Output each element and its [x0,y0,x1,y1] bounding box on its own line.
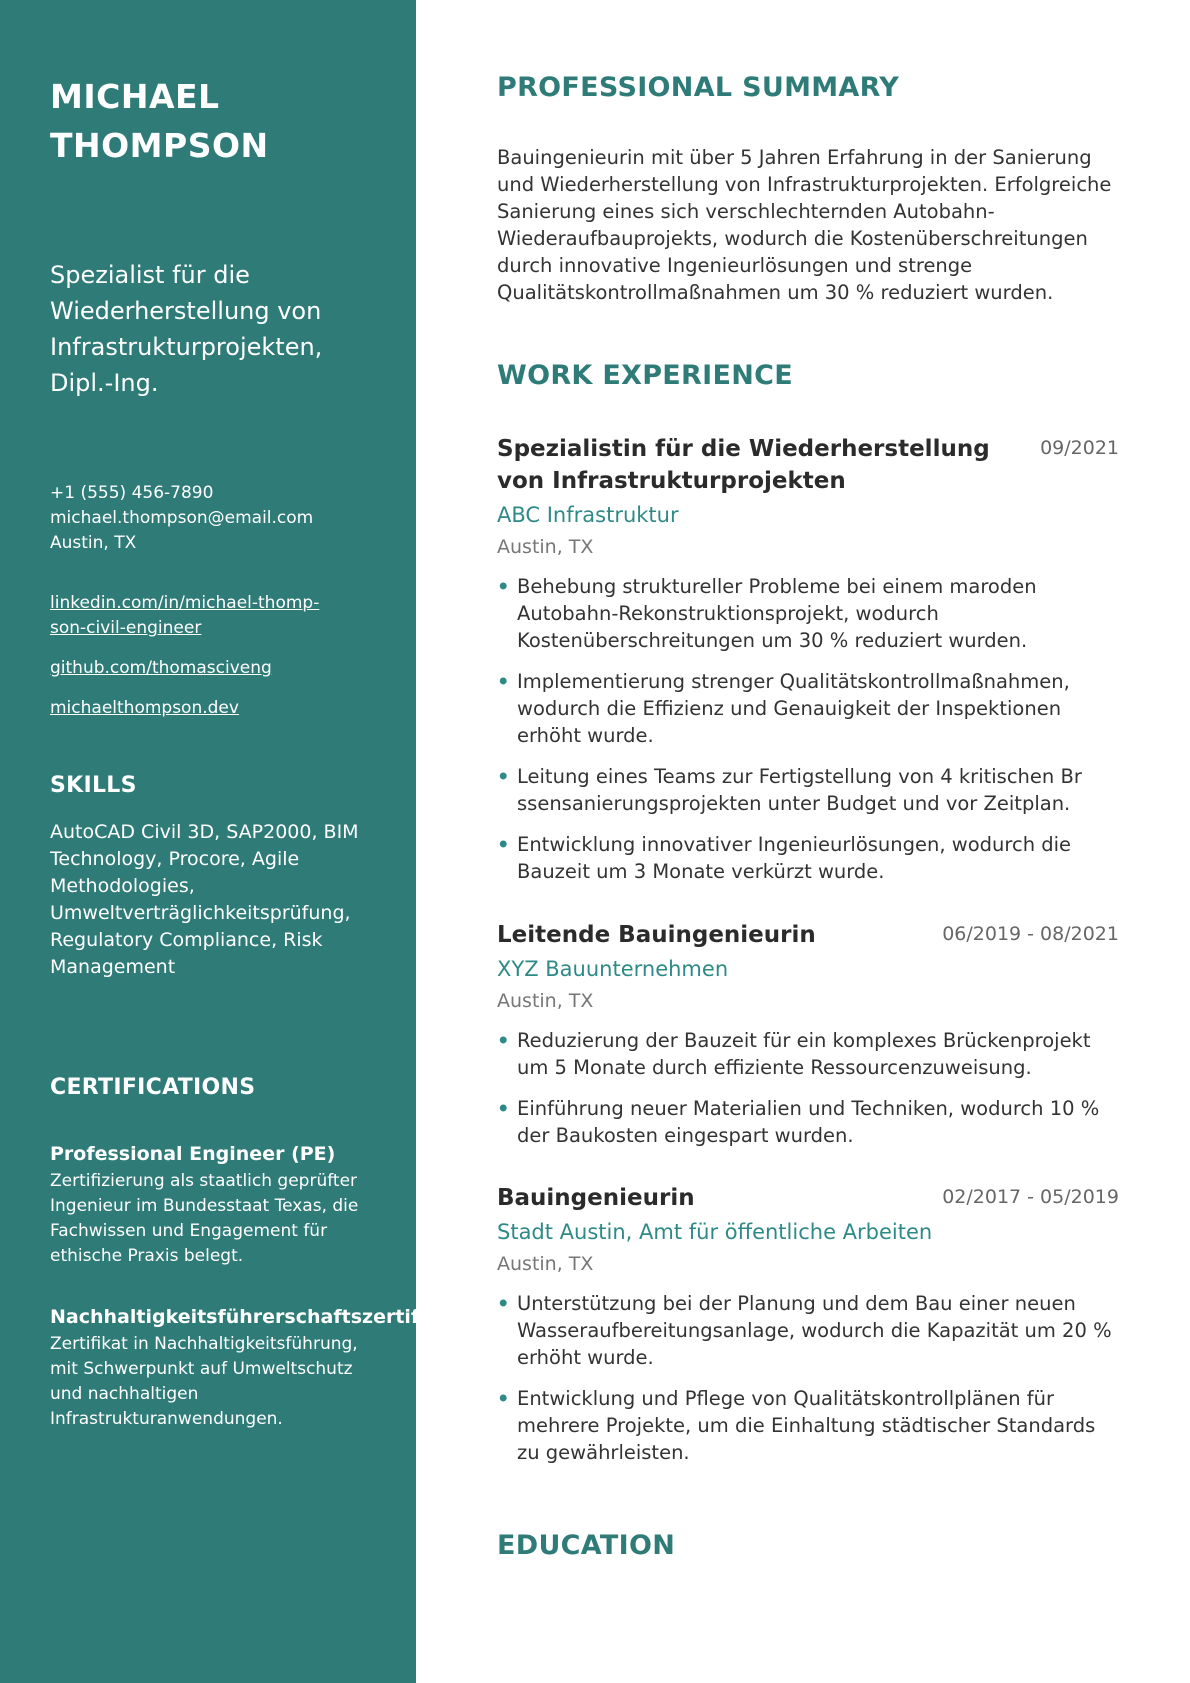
bullet-text: Unterstützung bei der Planung und dem Bau einer neuen Wasseraufbereitungsanlage, wodurch die Kapazität um 20 % erhöht wurde. [517,1292,1112,1369]
bullet-text: Entwicklung und Pflege von Qualitätskontrollplänen für mehrere Projekte, um die Einhaltung städtischer Standards zu gewährleisten. [517,1387,1096,1464]
candidate-name [50,72,420,170]
job-title: Spezialistin für die Wiederherstellung von Infrastrukturprojekten [497,436,990,494]
list-item [497,1095,1119,1149]
contact-info [50,481,420,556]
job-company: Stadt Austin, Amt für öffentliche Arbeiten [497,1220,933,1244]
certification-description: Zertifikat in Nachhaltigkeitsführung, mit Schwerpunkt auf Umweltschutz und nachhaltigen Infrastrukturanwendungen. [50,1334,358,1429]
summary-heading: PROFESSIONAL SUMMARY [497,72,900,103]
certification-item [50,1139,380,1269]
bullet-icon: • [497,575,510,598]
bullet-text: Behebung struktureller Probleme bei einem maroden Autobahn-Rekonstruktionsprojekt, wodurch Kostenüberschreitungen um 30 % reduziert wurden. [517,575,1037,652]
bullet-text: Implementierung strenger Qualitätskontrollmaßnahmen, wodurch die Effizienz und Genauigkeit der Inspektionen erhöht wurde. [517,670,1070,747]
professional-tagline: Spezialist für die Wiederherstellung von Infrastrukturprojekten, Dipl.-Ing. [50,261,323,397]
bullet-icon: • [497,1387,510,1410]
certification-title: Nachhaltigkeitsführerschaftszertifikat [50,1306,460,1328]
bullet-text: Einführung neuer Materialien und Techniken, wodurch 10 % der Baukosten eingespart wurden. [517,1097,1100,1147]
bullet-text: Entwicklung innovativer Ingenieurlösungen, wodurch die Bauzeit um 3 Monate verkürzt wurde. [517,833,1072,883]
skills-list: AutoCAD Civil 3D, SAP2000, BIM Technology, Procore, Agile Methodologies, Umweltverträglichkeitsprüfung, Regulatory Compliance, Risk Management [50,821,359,978]
list-item [497,1290,1119,1371]
bullet-text: Reduzierung der Bauzeit für ein komplexes Brückenprojekt um 5 Monate durch effiziente Ressourcenzuweisung. [517,1029,1091,1079]
job-date: 06/2019 - 08/2021 [942,923,1119,945]
linkedin-link[interactable]: linkedin.com/in/michael-thomp-son-civil-engineer [50,593,320,638]
certifications-heading: CERTIFICATIONS [50,1075,256,1100]
sidebar [0,0,460,1683]
certification-description: Zertifizierung als staatlich geprüfter Ingenieur im Bundesstaat Texas, die Fachwissen und Engagement für ethische Praxis belegt. [50,1171,359,1266]
name-first: MICHAEL [50,77,220,116]
list-item [497,831,1119,885]
job-bullets [497,573,1119,885]
job-bullets [497,1290,1119,1466]
job-location: Austin, TX [497,536,594,558]
bullet-icon: • [497,833,510,856]
bullet-icon: • [497,1097,510,1120]
education-heading: EDUCATION [497,1530,676,1561]
phone-number: +1 (555) 456-7890 [50,483,214,503]
email-address: michael.thompson@email.com [50,508,314,528]
job-entry [497,1182,1119,1480]
bullet-icon: • [497,765,510,788]
job-title: Bauingenieurin [497,1185,695,1211]
bullet-icon: • [497,1292,510,1315]
list-item [497,763,1119,817]
job-location: Austin, TX [497,990,594,1012]
job-title: Leitende Bauingenieurin [497,922,816,948]
job-date: 09/2021 [1040,437,1119,459]
certification-item [50,1302,460,1432]
list-item [497,668,1119,749]
certification-title: Professional Engineer (PE) [50,1143,336,1165]
work-experience-heading: WORK EXPERIENCE [497,360,793,391]
name-last: THOMPSON [50,126,269,165]
location: Austin, TX [50,533,137,553]
job-bullets [497,1027,1119,1149]
bullet-icon: • [497,670,510,693]
job-company: XYZ Bauunternehmen [497,957,729,981]
list-item [497,1027,1119,1081]
bullet-text: Leitung eines Teams zur Fertigstellung von 4 kritischen Br ssensanierungsprojekten unter Budget und vor Zeitplan. [517,765,1082,815]
job-company: ABC Infrastruktur [497,503,679,527]
github-link[interactable]: github.com/thomasciveng [50,658,272,678]
job-date: 02/2017 - 05/2019 [942,1186,1119,1208]
bullet-icon: • [497,1029,510,1052]
list-item [497,1385,1119,1466]
job-entry [497,433,1119,899]
list-item [497,573,1119,654]
skills-heading: SKILLS [50,773,137,798]
job-entry [497,919,1119,1163]
summary-text: Bauingenieurin mit über 5 Jahren Erfahrung in der Sanierung und Wiederherstellung von Infrastrukturprojekten. Erfolgreiche Sanierung eines sich verschlechternden Autobahn-Wiederaufbauprojekts, wodurch die Kostenüberschreitungen durch innovative Ingenieurlösungen und strenge Qualitätskontrollmaßnahmen um 30 % reduziert wurden. [497,146,1112,304]
website-link[interactable]: michaelthompson.dev [50,698,239,718]
profile-links [50,591,420,736]
job-location: Austin, TX [497,1253,594,1275]
